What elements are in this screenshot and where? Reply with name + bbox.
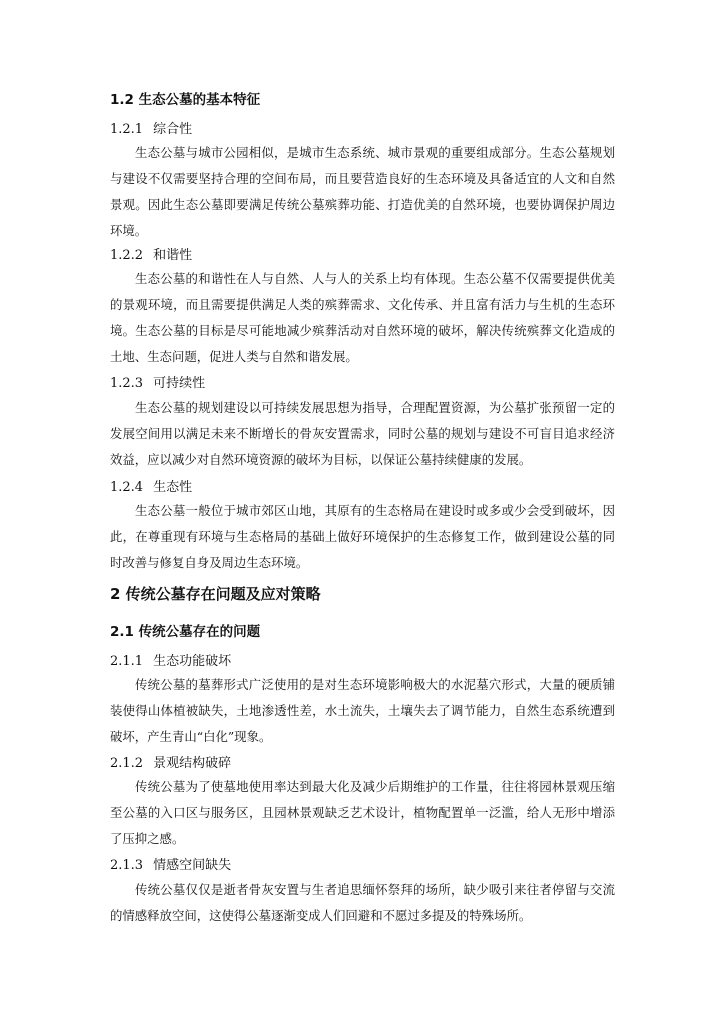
paragraph-line: 土地、生态问题，促进人类与自然和谐发展。 — [110, 349, 358, 364]
paragraph-line: 装使得山体植被缺失，土地渗透性差，水土流失，土壤失去了调节能力，自然生态系统遭到 — [110, 703, 615, 718]
paragraph-1-2-4 — [110, 498, 615, 576]
paragraph-1-2-3 — [110, 395, 615, 473]
subsection-number: 2.1.3 — [110, 858, 144, 873]
subsection-title: 情感空间缺失 — [153, 858, 232, 873]
paragraph-1-2-2 — [110, 266, 615, 370]
paragraph-line: 效益，应以减少对自然环境资源的破坏为目标，以保证公墓持续健康的发展。 — [110, 452, 532, 467]
paragraph-line: 的情感释放空间，这使得公墓逐渐变成人们回避和不愿过多提及的特殊场所。 — [110, 908, 532, 923]
paragraph-line: 至公墓的入口区与服务区，且园林景观缺乏艺术设计，植物配置单一泛滥，给人无形中增添 — [110, 805, 615, 820]
paragraph-line: 的景观环境，而且需要提供满足人类的殡葬需求、文化传承、并且富有活力与生机的生态环 — [110, 297, 615, 312]
subsection-title: 景观结构破碎 — [153, 756, 232, 771]
paragraph-line: 与建设不仅需要坚持合理的空间布局，而且要营造良好的生态环境及具备适宜的人文和自然 — [110, 171, 615, 186]
paragraph-2-1-2 — [110, 774, 615, 852]
subsection-heading-2-1-2 — [110, 752, 231, 771]
subsection-title: 和谐性 — [153, 248, 193, 263]
subsection-title: 生态功能破坏 — [153, 654, 232, 669]
paragraph-1-2-1 — [110, 140, 615, 244]
paragraph-line: 了压抑之感。 — [110, 831, 185, 846]
paragraph-2-1-3 — [110, 877, 615, 929]
section-heading-2-1: 2.1 传统公墓存在的问题 — [110, 624, 261, 640]
subsection-number: 2.1.1 — [110, 654, 144, 669]
paragraph-line: 此，在尊重现有环境与生态格局的基础上做好环境保护的生态修复工作，做到建设公墓的同 — [110, 529, 615, 544]
paragraph-line: 环境。 — [110, 223, 148, 238]
subsection-title: 可持续性 — [153, 376, 206, 391]
paragraph-line: 生态公墓一般位于城市郊区山地，其原有的生态格局在建设时或多或少会受到破坏，因 — [135, 503, 615, 518]
subsection-heading-1-2-3 — [110, 372, 205, 391]
subsection-heading-1-2-2 — [110, 244, 192, 263]
subsection-heading-1-2-4 — [110, 476, 192, 495]
paragraph-line: 生态公墓与城市公园相似，是城市生态系统、城市景观的重要组成部分。生态公墓规划 — [135, 145, 615, 160]
subsection-heading-2-1-1 — [110, 650, 231, 669]
section-heading-1-2: 1.2 生态公墓的基本特征 — [110, 92, 261, 108]
subsection-heading-1-2-1 — [110, 118, 192, 137]
subsection-number: 2.1.2 — [110, 756, 144, 771]
paragraph-line: 发展空间用以满足未来不断增长的骨灰安置需求，同时公墓的规划与建设不可盲目追求经济 — [110, 426, 615, 441]
paragraph-line: 传统公墓的墓葬形式广泛使用的是对生态环境影响极大的水泥墓穴形式，大量的硬质铺 — [135, 677, 615, 692]
paragraph-line: 生态公墓的和谐性在人与自然、人与人的关系上均有体现。生态公墓不仅需要提供优美 — [135, 271, 615, 286]
subsection-title: 综合性 — [153, 122, 193, 137]
paragraph-line: 景观。因此生态公墓即要满足传统公墓殡葬功能、打造优美的自然环境，也要协调保护周边 — [110, 197, 615, 212]
subsection-title: 生态性 — [153, 480, 193, 495]
subsection-number: 1.2.4 — [110, 480, 144, 495]
paragraph-line: 传统公墓仅仅是逝者骨灰安置与生者追思缅怀祭拜的场所，缺少吸引来往者停留与交流 — [135, 882, 615, 897]
paragraph-line: 破坏，产生青山“白化”现象。 — [110, 729, 272, 744]
subsection-number: 1.2.2 — [110, 248, 144, 263]
subsection-number: 1.2.1 — [110, 122, 144, 137]
paragraph-line: 境。生态公墓的目标是尽可能地减少殡葬活动对自然环境的破坏，解决传统殡葬文化造成的 — [110, 323, 615, 338]
paragraph-line: 时改善与修复自身及周边生态环境。 — [110, 555, 309, 570]
chapter-heading-2: 2 传统公墓存在问题及应对策略 — [110, 585, 321, 603]
subsection-heading-2-1-3 — [110, 854, 231, 873]
paragraph-2-1-1 — [110, 672, 615, 750]
subsection-number: 1.2.3 — [110, 376, 144, 391]
paragraph-line: 生态公墓的规划建设以可持续发展思想为指导，合理配置资源，为公墓扩张预留一定的 — [135, 400, 615, 415]
paragraph-line: 传统公墓为了使墓地使用率达到最大化及减少后期维护的工作量，往往将园林景观压缩 — [135, 779, 615, 794]
